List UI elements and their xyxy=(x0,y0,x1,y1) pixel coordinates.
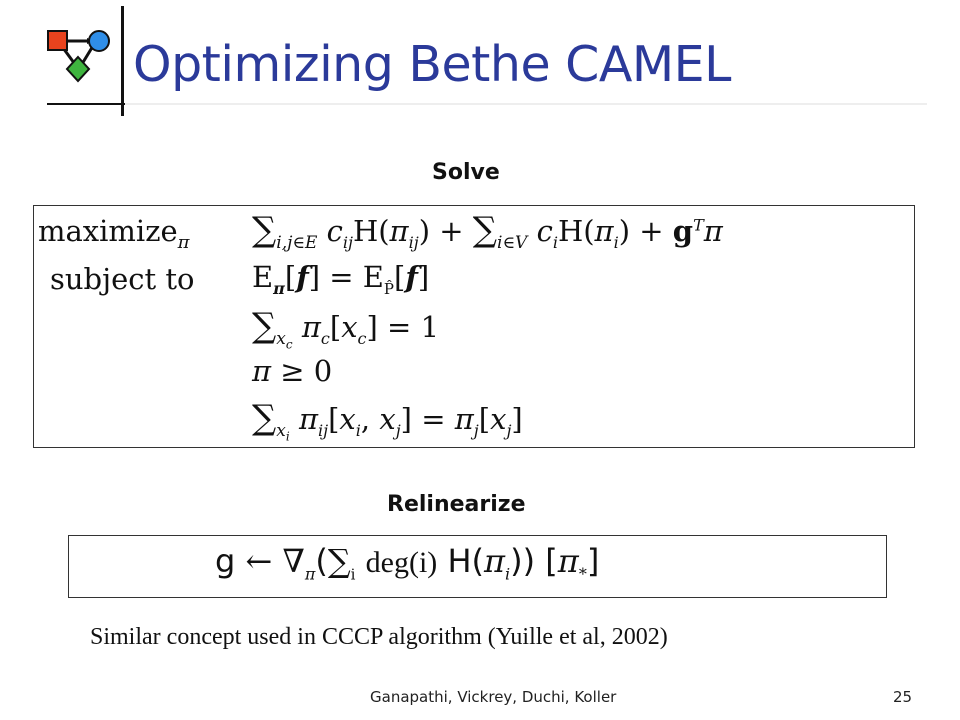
constraint-keyword: subject to xyxy=(50,262,195,296)
update-rule-expression: g ← $\nabla_\pi(\sum_i$ deg(i) $H(\pi_i)$) $[\pi_*]$ xyxy=(215,542,600,584)
objective-expression: $\sum_{i,j\in E}$ $c_{ij}H(\pi_{ij}) + \sum_{i\in V}$ $c_iH(\pi_i) + g^T\pi$ xyxy=(252,210,723,253)
title-underline xyxy=(47,103,927,105)
title-divider xyxy=(121,6,124,116)
constraint-nonnegative: π ≥ 0 xyxy=(252,354,333,388)
page-number: 25 xyxy=(893,688,913,706)
graph-model-icon xyxy=(44,24,116,96)
slide-title: Optimizing Bethe CAMEL xyxy=(133,36,731,93)
constraint-marginal: $\sum_{x_i}$ $\pi_{ij}[x_i$, $x_j] = \pi_j[x_j]$ xyxy=(252,398,523,444)
title-underline-accent xyxy=(47,103,125,105)
constraint-normalization: $\sum_{x_c}$ $\pi_c[x_c] = 1$ xyxy=(252,306,440,352)
solve-label: Solve xyxy=(432,160,500,185)
footer-authors: Ganapathi, Vickrey, Duchi, Koller xyxy=(370,688,617,706)
cccp-note: Similar concept used in CCCP algorithm (Yuille et al, 2002) xyxy=(90,624,668,650)
relinearize-label: Relinearize xyxy=(387,492,526,517)
constraint-expectation: $E_\pi[f] = E_{P̂}[f]$ xyxy=(252,260,430,298)
objective-keyword: maximize$_\pi$ xyxy=(38,214,190,253)
